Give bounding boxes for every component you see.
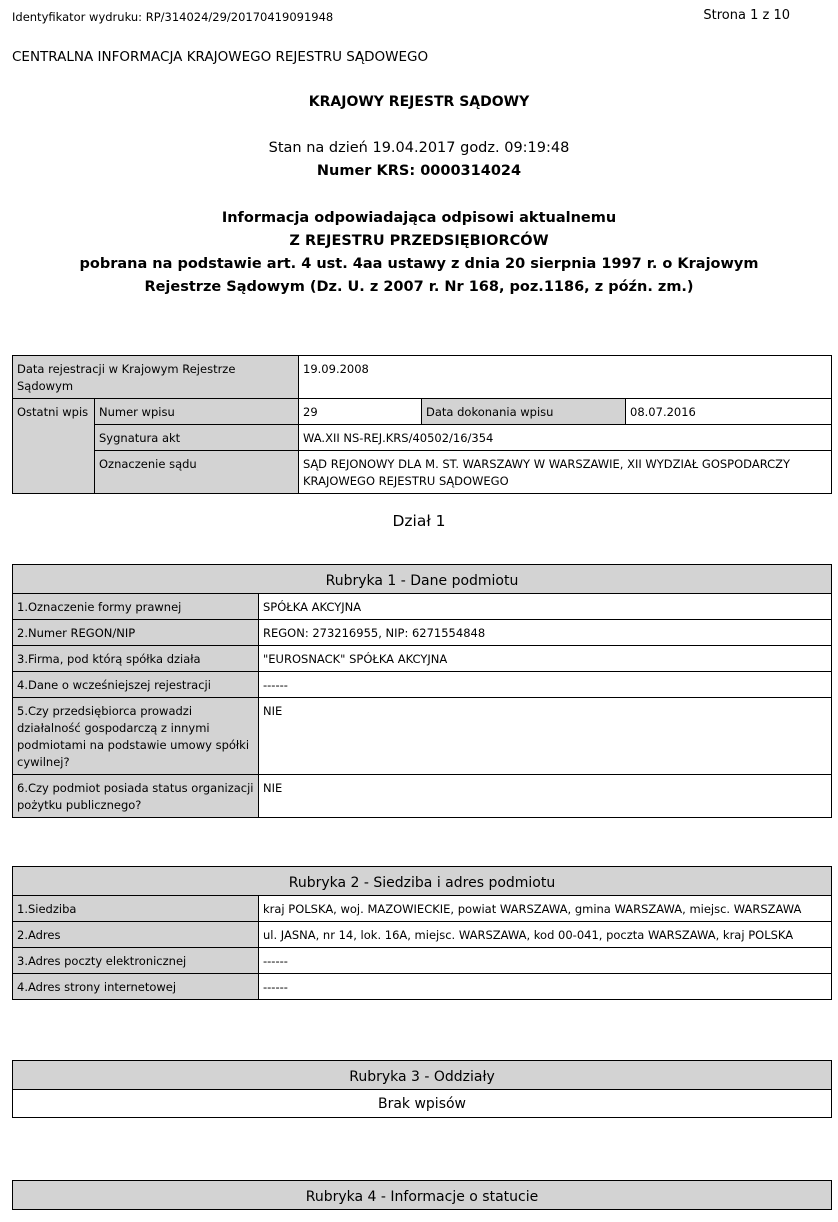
table-row-label: 2.Adres (13, 922, 259, 948)
table-row-label: 1.Oznaczenie formy prawnej (13, 594, 259, 620)
table-row-label: 4.Dane o wcześniejszej rejestracji (13, 672, 259, 698)
entry-number-value: 29 (299, 399, 422, 425)
registration-date-label: Data rejestracji w Krajowym Rejestrze Sądowym (13, 356, 299, 399)
entry-date-value: 08.07.2016 (626, 399, 832, 425)
table-row-value: SPÓŁKA AKCYJNA (259, 594, 832, 620)
entry-number-label: Numer wpisu (95, 399, 299, 425)
rubryka4-title: Rubryka 4 - Informacje o statucie (13, 1181, 832, 1210)
rubryka3-table (12, 1060, 832, 1118)
print-identifier: Identyfikator wydruku: RP/314024/29/20170419091948 (12, 10, 334, 24)
table-row-value: NIE (259, 775, 832, 818)
table-row-label: 2.Numer REGON/NIP (13, 620, 259, 646)
table-row-label: 3.Adres poczty elektronicznej (13, 948, 259, 974)
rubryka1-table (12, 564, 832, 818)
table-row-label: 3.Firma, pod którą spółka działa (13, 646, 259, 672)
table-row-value: ------ (259, 672, 832, 698)
info-line2: Z REJESTRU PRZEDSIĘBIORCÓW (289, 233, 549, 249)
table-row-label: 6.Czy podmiot posiada status organizacji pożytku publicznego? (13, 775, 259, 818)
table-row-label: 4.Adres strony internetowej (13, 974, 259, 1000)
table-row-value: ------ (259, 948, 832, 974)
table-row-value: ul. JASNA, nr 14, lok. 16A, miejsc. WARSZAWA, kod 00-041, poczta WARSZAWA, kraj POLSKA (259, 922, 832, 948)
krs-number: Numer KRS: 0000314024 (316, 163, 522, 179)
registration-table (12, 355, 832, 494)
info-line1: Informacja odpowiadająca odpisowi aktualnemu (221, 210, 617, 226)
rubryka3-no-entries: Brak wpisów (13, 1090, 832, 1118)
central-title: CENTRALNA INFORMACJA KRAJOWEGO REJESTRU SĄDOWEGO (12, 49, 429, 65)
table-row-value: "EUROSNACK" SPÓŁKA AKCYJNA (259, 646, 832, 672)
table-row-value: kraj POLSKA, woj. MAZOWIECKIE, powiat WARSZAWA, gmina WARSZAWA, miejsc. WARSZAWA (259, 896, 832, 922)
table-row-value: ------ (259, 974, 832, 1000)
court-label: Oznaczenie sądu (95, 451, 299, 494)
court-value: SĄD REJONOWY DLA M. ST. WARSZAWY W WARSZAWIE, XII WYDZIAŁ GOSPODARCZY KRAJOWEGO REJESTRU SĄDOWEGO (299, 451, 832, 494)
page-number: Strona 1 z 10 (703, 8, 790, 23)
section-title: Dział 1 (392, 512, 446, 530)
info-block (0, 207, 838, 299)
entry-date-label: Data dokonania wpisu (422, 399, 626, 425)
rubryka1-title: Rubryka 1 - Dane podmiotu (13, 565, 832, 594)
table-row-value: REGON: 273216955, NIP: 6271554848 (259, 620, 832, 646)
registry-title: KRAJOWY REJESTR SĄDOWY (308, 94, 530, 110)
case-signature-value: WA.XII NS-REJ.KRS/40502/16/354 (299, 425, 832, 451)
registration-date-value: 19.09.2008 (299, 356, 832, 399)
table-row-label: 5.Czy przedsiębiorca prowadzi działalność gospodarczą z innymi podmiotami na podstawie umowy spółki cywilnej? (13, 698, 259, 775)
info-line3: pobrana na podstawie art. 4 ust. 4aa ustawy z dnia 20 sierpnia 1997 r. o Krajowym Rejestrze Sądowym (Dz. U. z 2007 r. Nr 168, poz.1186, z późn. zm.) (79, 256, 759, 295)
last-entry-label: Ostatni wpis (13, 399, 95, 494)
case-signature-label: Sygnatura akt (95, 425, 299, 451)
state-date: Stan na dzień 19.04.2017 godz. 09:19:48 (268, 140, 570, 156)
table-row-value: NIE (259, 698, 832, 775)
rubryka4-table (12, 1180, 832, 1210)
table-row-label: 1.Siedziba (13, 896, 259, 922)
rubryka2-title: Rubryka 2 - Siedziba i adres podmiotu (13, 867, 832, 896)
rubryka3-title: Rubryka 3 - Oddziały (13, 1061, 832, 1090)
rubryka2-table (12, 866, 832, 1000)
